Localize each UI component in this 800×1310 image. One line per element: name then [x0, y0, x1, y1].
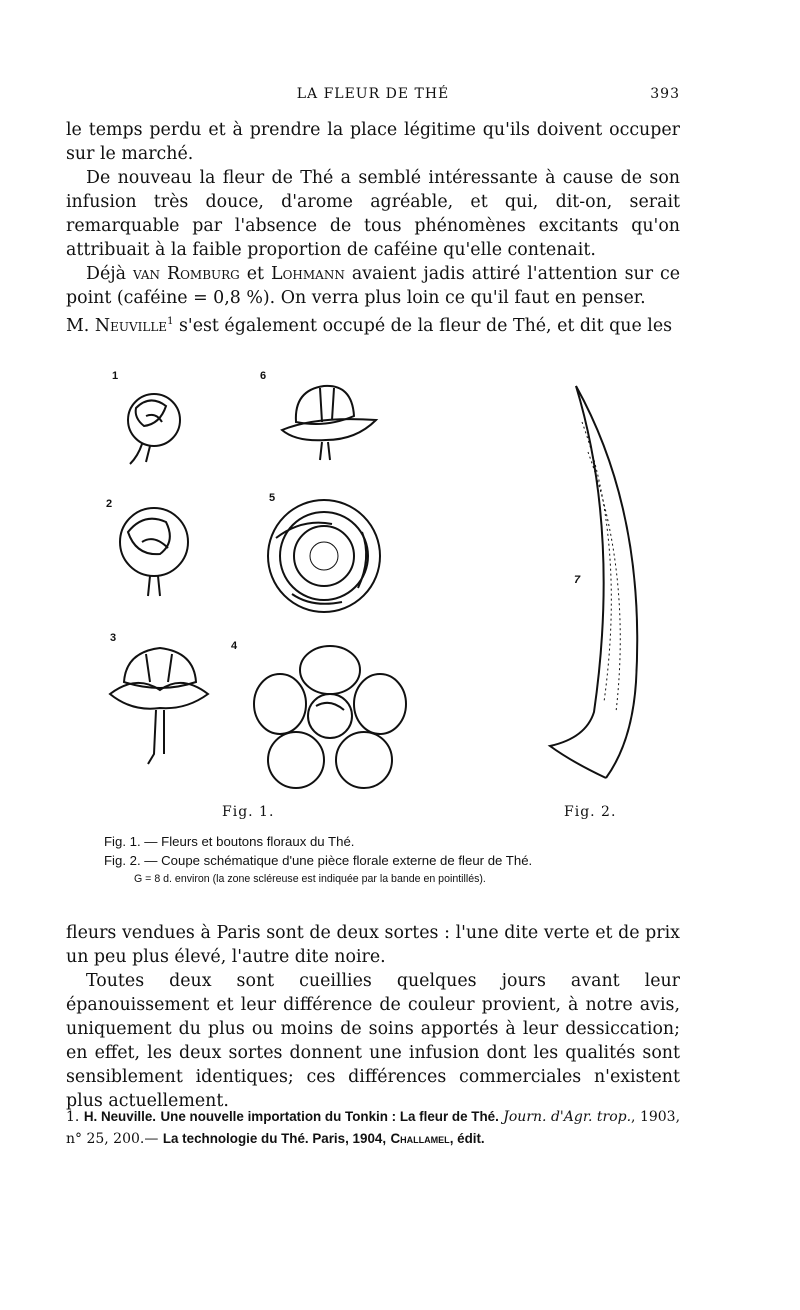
- footnote: [66, 1106, 680, 1150]
- caption-fig2: Fig. 2. — Coupe schématique d'une pièce florale externe de fleur de Thé.: [104, 853, 533, 868]
- figure-1-label: Fig. 1.: [222, 804, 275, 820]
- footnote-title: Une nouvelle importation du Tonkin : La fleur de Thé.: [160, 1109, 499, 1124]
- text: M.: [66, 315, 90, 336]
- paragraph: [66, 310, 680, 338]
- sublabel: 7: [574, 574, 581, 586]
- text: avaient jadis attiré l'attention sur ce point (caféine = 0,8 %). On verra plus loin ce qu'il faut en penser.: [66, 264, 681, 308]
- text: s'est également occupé de la fleur de Thé, et dit que les: [178, 315, 673, 336]
- figure-2-label: Fig. 2.: [564, 804, 617, 820]
- flower-open-4: [250, 640, 410, 800]
- text: et: [246, 264, 265, 284]
- sublabel: 5: [269, 492, 276, 504]
- sublabel: 1: [112, 370, 119, 382]
- figure-captions: [104, 832, 664, 888]
- paragraph: [66, 262, 680, 310]
- author-name: van: [132, 264, 161, 284]
- footnote-second: La technologie du Thé. Paris, 1904,: [162, 1131, 387, 1146]
- author-name: Romburg: [167, 264, 240, 284]
- flower-bud-3: [106, 638, 216, 788]
- paragraph: De nouveau la fleur de Thé a semblé intéressante à cause de son infusion très douce, d'arome agréable, et qui, dit-on, serait remarquable par l'absence de tous phénomènes excitants qu'on attribuait à la faible proportion de caféine qu'elle contenait.: [66, 168, 680, 260]
- flower-open-5: [262, 498, 392, 618]
- flower-bud-2: [114, 502, 204, 602]
- flower-bud-1: [116, 386, 196, 466]
- sublabel: 6: [260, 370, 267, 382]
- sublabel: 2: [106, 498, 113, 510]
- petal-section-7: [536, 382, 666, 802]
- footnote-marker: 1: [167, 316, 174, 327]
- caption-fig1: Fig. 1. — Fleurs et boutons floraux du Thé.: [104, 834, 355, 849]
- author-name: Lohmann: [271, 264, 345, 284]
- text: Déjà: [86, 264, 126, 284]
- body-text-top: [66, 118, 680, 338]
- footnote-number: 1.: [66, 1109, 80, 1125]
- footnote-journal: Journ. d'Agr. trop.: [503, 1109, 632, 1125]
- page-number: 393: [650, 86, 680, 102]
- footnote-author: H. Neuville.: [83, 1109, 157, 1124]
- paragraph: Toutes deux sont cueillies quelques jours avant leur épanouissement et leur différence de couleur provient, à notre avis, uniquement du plus ou moins de soins apportés à leur dessiccation; en effet, les deux sortes donnent une infusion dont les qualités sont sensiblement identiques; ces différences commerciales n'existent plus actuellement.: [66, 971, 680, 1111]
- figure-area: [66, 358, 756, 828]
- author-name: Neuville: [94, 315, 168, 336]
- flower-bud-6: [276, 376, 386, 476]
- running-header: [66, 86, 680, 106]
- sublabel: 4: [231, 640, 238, 652]
- paragraph: fleurs vendues à Paris sont de deux sortes : l'une dite verte et de prix un peu plus élevé, l'autre dite noire.: [66, 923, 680, 967]
- body-text-bottom: [66, 921, 680, 1113]
- running-title: LA FLEUR DE THÉ: [296, 86, 450, 102]
- footnote-publisher: Challamel: [390, 1131, 450, 1146]
- sublabel: 3: [110, 632, 117, 644]
- caption-fig2-detail: G = 8 d. environ (la zone scléreuse est indiquée par la bande en pointillés).: [134, 873, 486, 885]
- paragraph: le temps perdu et à prendre la place légitime qu'ils doivent occuper sur le marché.: [66, 120, 680, 164]
- footnote-end: , édit.: [449, 1131, 485, 1146]
- footnote-ref: , 1903, n° 25, 200.—: [66, 1109, 681, 1147]
